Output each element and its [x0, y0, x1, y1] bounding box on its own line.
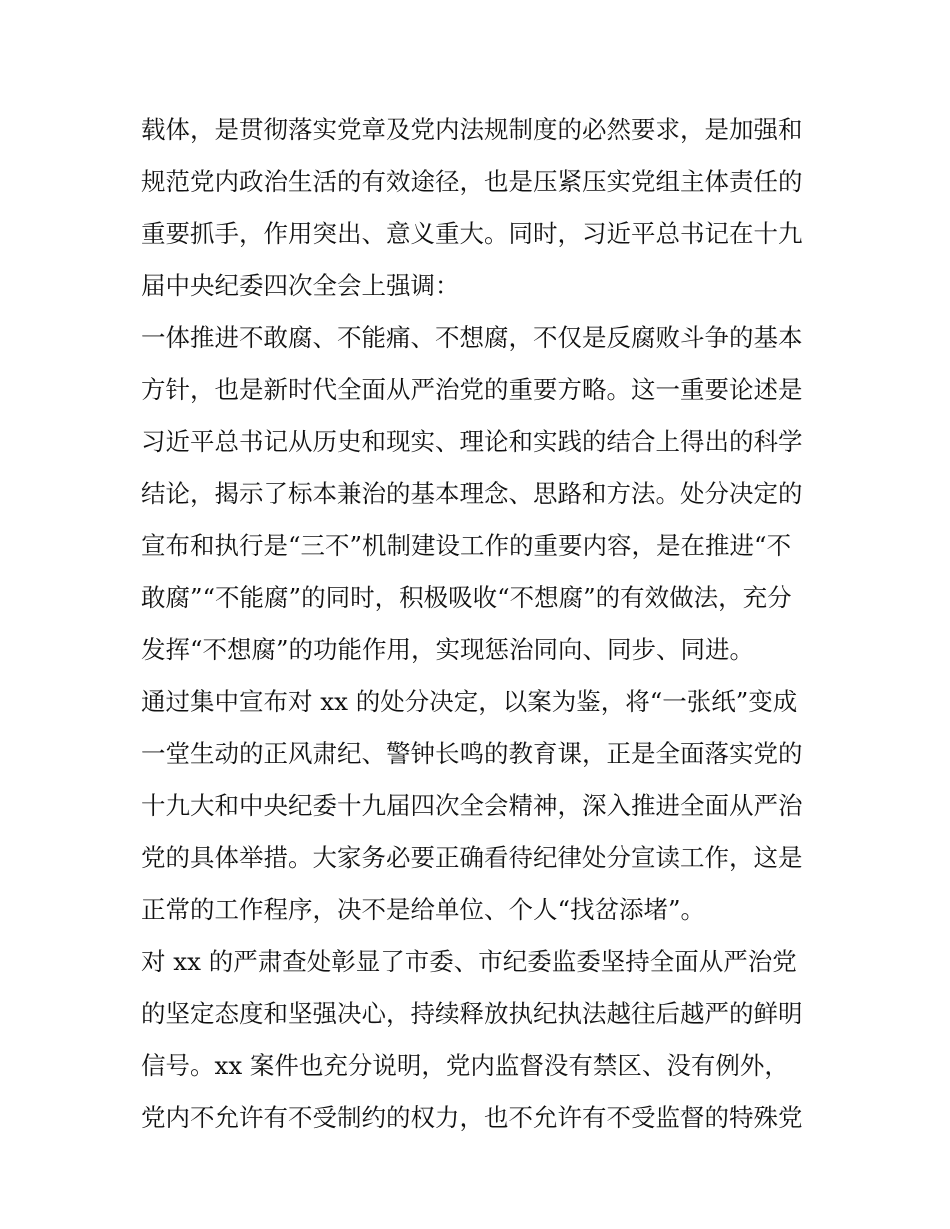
text-line: 习近平总书记从历史和现实、理论和实践的结合上得出的科学: [141, 427, 803, 456]
text-line: 党的具体举措。大家务必要正确看待纪律处分宣读工作，这是: [141, 843, 803, 872]
text-line: 届中央纪委四次全会上强调：: [141, 271, 460, 300]
text-line: 载体，是贯彻落实党章及党内法规制度的必然要求，是加强和: [141, 115, 803, 144]
text-line: 方针，也是新时代全面从严治党的重要方略。这一重要论述是: [141, 375, 803, 404]
text-line: 一堂生动的正风肃纪、警钟长鸣的教育课，正是全面落实党的: [141, 739, 803, 768]
text-line: 敢腐”“不能腐”的同时，积极吸收“不想腐”的有效做法，充分: [141, 583, 792, 612]
text-line: 发挥“不想腐”的功能作用，实现惩治同向、同步、同进。: [141, 635, 755, 664]
text-line: 宣布和执行是“三不”机制建设工作的重要内容，是在推进“不: [141, 531, 792, 560]
text-line: 通过集中宣布对 xx 的处分决定，以案为鉴，将“一张纸”变成: [141, 687, 798, 716]
text-line: 正常的工作程序，决不是给单位、个人“找岔添堵”。: [141, 895, 706, 924]
text-line: 十九大和中央纪委十九届四次全会精神，深入推进全面从严治: [141, 791, 803, 820]
text-line: 的坚定态度和坚强决心，持续释放执纪执法越往后越严的鲜明: [141, 999, 803, 1028]
text-line: 一体推进不敢腐、不能痛、不想腐，不仅是反腐败斗争的基本: [141, 323, 803, 352]
text-line: 重要抓手，作用突出、意义重大。同时，习近平总书记在十九: [141, 219, 803, 248]
text-line: 规范党内政治生活的有效途径，也是压紧压实党组主体责任的: [141, 167, 803, 196]
document-body: [141, 104, 821, 1144]
text-line: 信号。xx 案件也充分说明，党内监督没有禁区、没有例外，: [141, 1051, 789, 1080]
text-line: 对 xx 的严肃查处彰显了市委、市纪委监委坚持全面从严治党: [141, 947, 797, 976]
text-line: 结论，揭示了标本兼治的基本理念、思路和方法。处分决定的: [141, 479, 803, 508]
text-line: 党内不允许有不受制约的权力，也不允许有不受监督的特殊党: [141, 1103, 803, 1132]
